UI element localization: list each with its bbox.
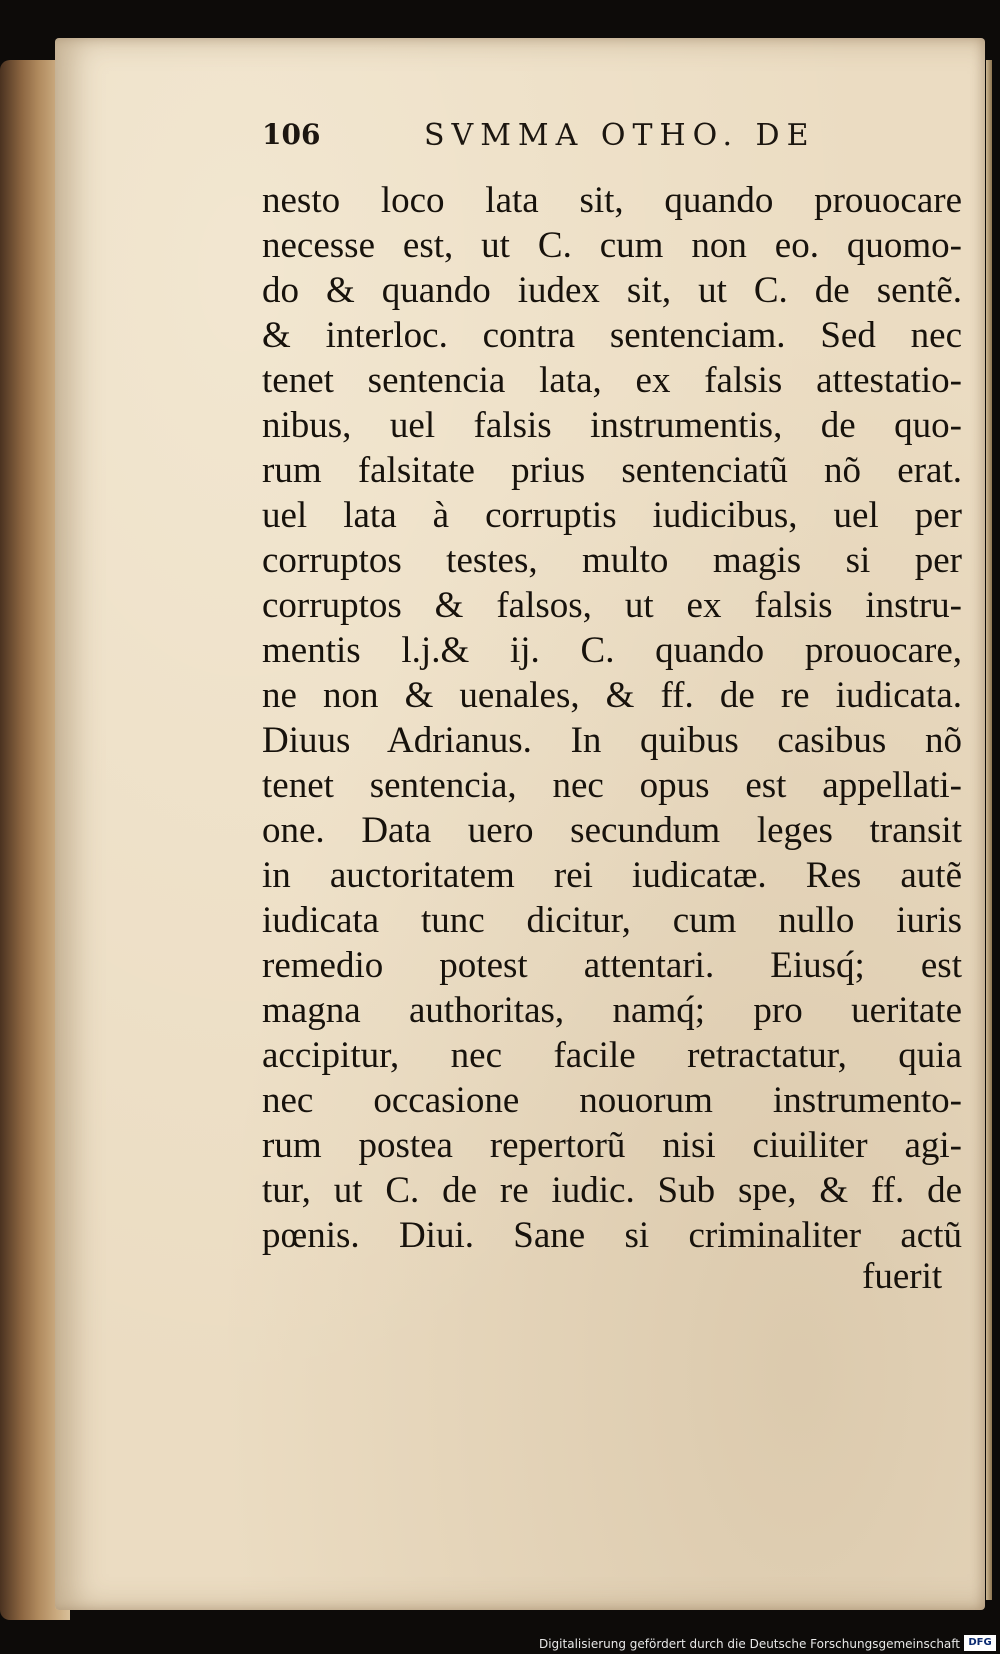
- text-line: nesto loco lata sit, quando prouocare: [262, 180, 962, 221]
- text-line: tenet sentencia lata, ex falsis attestatio-: [262, 360, 962, 401]
- text-line: tenet sentencia, nec opus est appellati-: [262, 765, 962, 806]
- text-line: do & quando iudex sit, ut C. de sentẽ.: [262, 270, 962, 311]
- text-line: corruptos testes, multo magis si per: [262, 540, 962, 581]
- text-line: remedio potest attentari. Eiusq́; est: [262, 945, 962, 986]
- text-line: tur, ut C. de re iudic. Sub spe, & ff. de: [262, 1170, 962, 1211]
- text-line: iudicata tunc dicitur, cum nullo iuris: [262, 900, 962, 941]
- running-head: SVMMA OTHO. DE: [424, 118, 816, 153]
- text-line: mentis l.j.& ij. C. quando prouocare,: [262, 630, 962, 671]
- funding-credit: Digitalisierung gefördert durch die Deutsche Forschungsgemeinschaft: [538, 1637, 960, 1651]
- text-line: one. Data uero secundum leges transit: [262, 810, 962, 851]
- footer-bar: [0, 1630, 1000, 1654]
- catchword: fuerit: [862, 1256, 943, 1297]
- text-line: & interloc. contra sentenciam. Sed nec: [262, 315, 962, 356]
- text-line: necesse est, ut C. cum non eo. quomo-: [262, 225, 962, 266]
- text-line: nec occasione nouorum instrumento-: [262, 1080, 962, 1121]
- text-line: in auctoritatem rei iudicatæ. Res autẽ: [262, 855, 962, 896]
- page-right-edge: [986, 60, 992, 1600]
- text-line: accipitur, nec facile retractatur, quia: [262, 1035, 962, 1076]
- dfg-logo-icon: DFG: [964, 1635, 996, 1651]
- page-number: 106: [262, 118, 321, 151]
- text-line: ne non & uenales, & ff. de re iudicata.: [262, 675, 962, 716]
- text-line: corruptos & falsos, ut ex falsis instru-: [262, 585, 962, 626]
- text-line: rum falsitate prius sentenciatũ nõ erat.: [262, 450, 962, 491]
- text-line: Diuus Adrianus. In quibus casibus nõ: [262, 720, 962, 761]
- text-line: rum postea repertorũ nisi ciuiliter agi-: [262, 1125, 962, 1166]
- text-line: uel lata à corruptis iudicibus, uel per: [262, 495, 962, 536]
- text-line: pœnis. Diui. Sane si criminaliter actũ: [262, 1215, 962, 1256]
- text-line: nibus, uel falsis instrumentis, de quo-: [262, 405, 962, 446]
- text-line: magna authoritas, namq́; pro ueritate: [262, 990, 962, 1031]
- page-header: [262, 118, 962, 158]
- body-text: [262, 178, 962, 1258]
